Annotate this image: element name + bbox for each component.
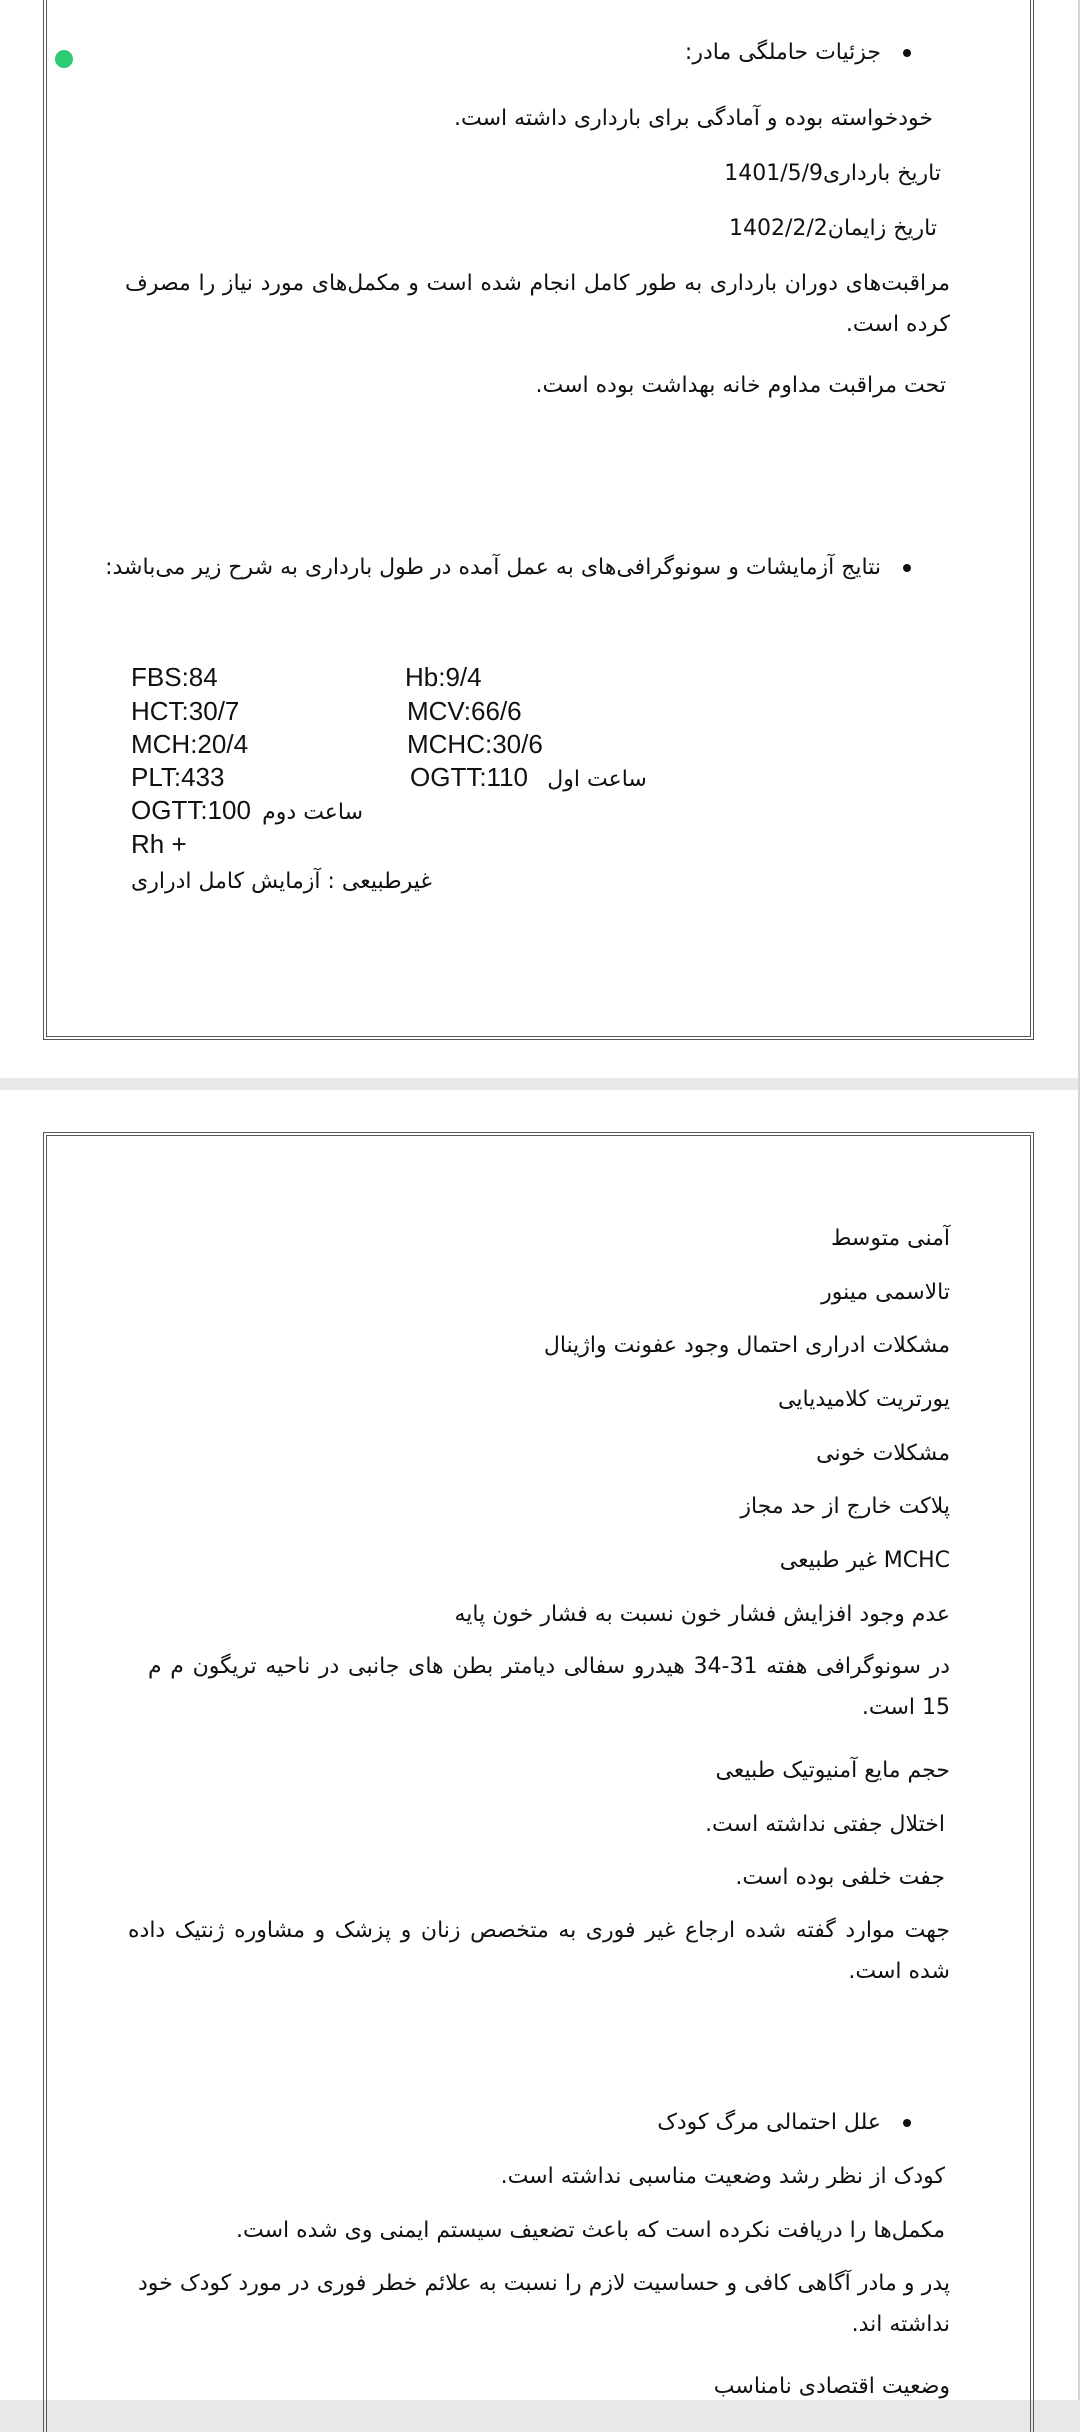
text-wanted-pregnancy: خودخواسته بوده و آمادگی برای بارداری داشته است. — [453, 106, 933, 131]
text-pregnancy-date: تاریخ بارداری1401/5/9 — [724, 161, 941, 186]
finding-item: تالاسمی مینور — [821, 1280, 950, 1305]
document-page-1 — [0, 0, 1078, 1078]
finding-item: پلاکت خارج از حد مجاز — [740, 1494, 950, 1519]
lab-ogtt-first — [410, 762, 647, 795]
lab-ogtt-first-label: ساعت اول — [547, 767, 647, 792]
paragraph-referral: جهت موارد گفته شده ارجاع غیر فوری به متخصص زنان و پزشک و مشاوره ژنتیک داده شده است. — [128, 1918, 950, 1984]
paragraph-prenatal-care: مراقبت‌های دوران بارداری به طور کامل انجام شده است و مکمل‌های مورد نیاز را مصرف کرده است. — [125, 271, 950, 337]
heading-mother-details: جزئیات حاملگی مادر: — [685, 34, 881, 72]
lab-ogtt-second-label: ساعت دوم — [262, 800, 364, 825]
finding-item: آمنی متوسط — [831, 1226, 950, 1251]
finding-item: عدم وجود افزایش فشار خون نسبت به فشار خون پایه — [454, 1602, 950, 1627]
paragraph-sonography: در سونوگرافی هفته 31-34 هیدرو سفالی دیامتر بطن های جانبی در ناحیه تریگون م م 15 است. — [148, 1654, 950, 1720]
paragraph-parents: پدر و مادر آگاهی کافی و حساسیت لازم را نسبت به علائم خطر فوری در مورد کودک خود نداشته اند. — [138, 2271, 950, 2337]
text-delivery-date: تاریخ زایمان1402/2/2 — [728, 216, 937, 241]
document-page-2 — [0, 1090, 1078, 2400]
text-supervision: تحت مراقبت مداوم خانه بهداشت بوده است. — [535, 373, 946, 398]
text-supplements: مکمل‌ها را دریافت نکرده است که باعث تضعیف سیستم ایمنی وی شده است. — [236, 2218, 945, 2243]
text-growth: کودک از نظر رشد وضعیت مناسبی نداشته است. — [500, 2164, 945, 2189]
lab-plt: PLT:433 — [131, 762, 225, 792]
text-economic: وضعیت اقتصادی نامناسب — [713, 2374, 950, 2399]
status-indicator-dot — [55, 50, 73, 68]
finding-item: جفت خلفی بوده است. — [735, 1865, 945, 1890]
lab-hb: Hb:9/4 — [405, 662, 482, 692]
lab-urine: غیرطبیعی : آزمایش کامل ادراری — [131, 869, 432, 894]
lab-mch: MCH:20/4 — [131, 729, 249, 759]
lab-hct: HCT:30/7 — [131, 696, 240, 726]
lab-mchc: MCHC:30/6 — [407, 729, 543, 759]
lab-ogtt-second-value: OGTT:100 — [131, 795, 251, 825]
finding-item: حجم مایع آمنیوتیک طبیعی — [715, 1758, 950, 1783]
lab-rh: Rh + — [131, 829, 187, 859]
heading-test-results: نتایج آزمایشات و سونوگرافی‌های به عمل آمده در طول بارداری به شرح زیر می‌باشد: — [105, 549, 881, 587]
finding-item: مشکلات خونی — [816, 1441, 950, 1466]
heading-death-causes: علل احتمالی مرگ کودک — [657, 2104, 881, 2142]
finding-item: اختلال جفتی نداشته است. — [705, 1812, 945, 1837]
lab-ogtt-first-value: OGTT:110 — [410, 762, 529, 792]
finding-item: مشکلات ادراری احتمال وجود عفونت واژینال — [543, 1333, 950, 1358]
finding-item: MCHC غیر طبیعی — [779, 1548, 950, 1573]
lab-mcv: MCV:66/6 — [407, 696, 522, 726]
lab-fbs: FBS:84 — [131, 662, 218, 692]
lab-ogtt-second — [131, 795, 363, 828]
finding-item: یورتریت کلامیدیایی — [778, 1387, 950, 1412]
